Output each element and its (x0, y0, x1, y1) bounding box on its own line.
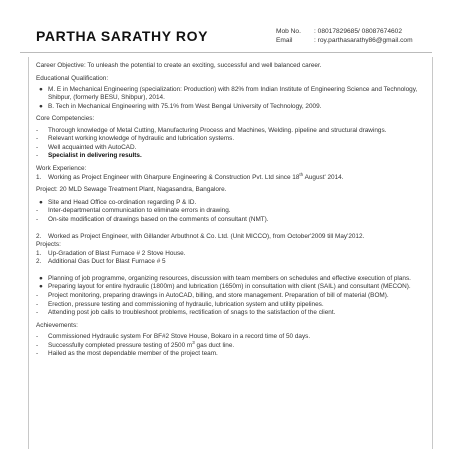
education-item: ● M. E in Mechanical Engineering (specialization: Production) with 82% from Indian Institute of Engineering Science and Technology, Shibpur, (formerly BESU, Shibpur), 2014. (39, 85, 418, 102)
project-title: Project: 20 MLD Sewage Treatment Plant, Nagasandra, Bangalore. (36, 186, 227, 194)
dash-marker: - (36, 300, 39, 308)
achievement-item: - Successfully completed pressure testing of 2500 $m^3$ gas duct line. (36, 339, 235, 349)
project-entry: 2. Additional Gas Duct for Blast Furnace # 5 (36, 258, 166, 266)
duty-item: - Erection, pressure testing and commissioning of hydraulic, lubrication system and utility pipelines. (36, 300, 324, 308)
education-heading: Educational Qualification: (36, 74, 109, 82)
dash-marker: - (36, 126, 39, 134)
duty-item: ● Planning of job programme, organizing resources, discussion with team members on schedules and effective execution of plans. (39, 274, 411, 282)
email-label: Email (276, 37, 293, 44)
dash-marker: - (36, 152, 39, 160)
dash-marker: - (36, 332, 39, 340)
contact-block (276, 27, 413, 45)
competency-item: - Relevant working knowledge of hydraulic and lubrication systems. (36, 135, 235, 143)
dash-marker: - (36, 292, 39, 300)
job-entry: 1. Working as Project Engineer with Gharpure Engineering & Construction Pvt. Ltd since 18th August' 2014. (36, 171, 344, 181)
dash-marker: - (36, 135, 39, 143)
dash-marker: - (36, 350, 39, 358)
mobile-label: Mob No. (276, 28, 301, 35)
dash-marker: - (36, 207, 39, 215)
dash-marker: - (36, 341, 39, 349)
project-task: ● Site and Head Office co-ordination regarding P & ID. (39, 198, 197, 206)
mobile-number: : 08017829685/ 08087674602 (314, 28, 403, 35)
bullet-icon: ● (39, 102, 43, 110)
dash-marker: - (36, 143, 39, 151)
bullet-icon: ● (39, 274, 43, 282)
resume-body (36, 62, 422, 359)
dash-marker: - (36, 309, 39, 317)
job-entry: 2. Worked as Project Engineer, with Gillander Arbuthnot & Co. Ltd. (Unit MICCO), from October'2009 till May'2012. (36, 232, 365, 240)
project-task: - Inter-departmental communication to eliminate errors in drawing. (36, 207, 231, 215)
competencies-heading: Core Competencies: (36, 115, 95, 123)
duty-item: - Project monitoring, preparing drawings in AutoCAD, billing, and store management. Preparation of bill of material (BOM). (36, 292, 389, 300)
competency-item: - Specialist in delivering results. (36, 152, 142, 160)
projects-heading: Projects: (36, 241, 61, 249)
bullet-icon: ● (39, 198, 43, 206)
duty-item: ● Preparing layout for entire hydraulic (1800m) and lubrication (1650m) in consultation with client (SAIL) and consultant (MECON). (39, 283, 411, 291)
career-objective: Career Objective: To unleash the potential to create an exciting, successful and well balanced career. (36, 62, 322, 69)
bullet-icon: ● (39, 283, 43, 291)
project-task: - On-site modification of drawings based on the comments of consultant (NMT). (36, 215, 269, 223)
bullet-icon: ● (39, 85, 43, 93)
duty-item: - Attending post job calls to troubleshoot problems, rectification of snags to the satisfaction of the client. (36, 309, 336, 317)
achievement-item: - Hailed as the most dependable member of the project team. (36, 350, 218, 358)
experience-heading: Work Experience: (36, 164, 87, 172)
competency-item: - Well acquainted with AutoCAD. (36, 143, 137, 151)
header-divider (20, 52, 432, 53)
candidate-name: PARTHA SARATHY ROY (36, 28, 209, 44)
project-entry: 1. Up-Gradation of Blast Furnace # 2 Stove House. (36, 249, 186, 257)
competency-item: - Thorough knowledge of Metal Cutting, Manufacturing Process and Machines, Welding. pipeline and structural drawings. (36, 126, 387, 134)
achievement-item: - Commissioned Hydraulic system For BF#2 Stove House, Bokaro in a record time of 50 days. (36, 332, 311, 340)
achievements-heading: Achievements: (36, 321, 78, 329)
education-item: ● B. Tech in Mechanical Engineering with 75.1% from West Bengal University of Technology, 2009. (39, 102, 322, 110)
email-address: : roy.parthasarathy86@gmail.com (314, 37, 413, 44)
dash-marker: - (36, 215, 39, 223)
